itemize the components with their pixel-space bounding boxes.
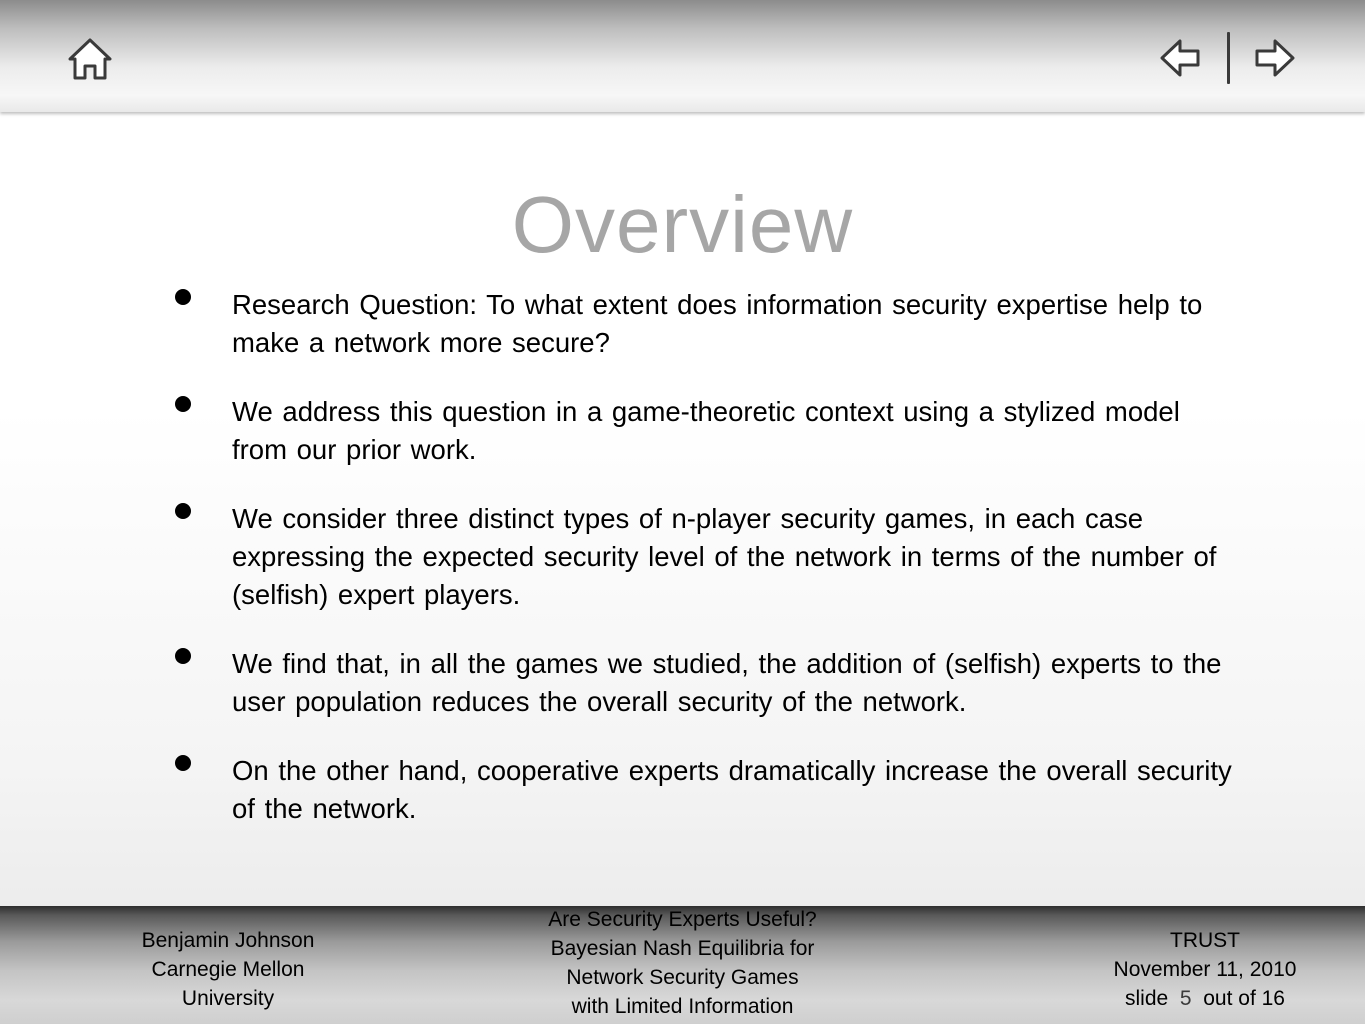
bullet-text: On the other hand, cooperative experts dramatically increase the overall security of the network. — [232, 755, 1232, 824]
nav-divider — [1227, 32, 1230, 84]
top-toolbar — [0, 0, 1365, 112]
home-icon[interactable] — [68, 38, 112, 80]
talk-title-line: Network Security Games — [566, 966, 799, 989]
author-name: Benjamin Johnson — [141, 929, 315, 952]
slide-title: Overview — [511, 180, 854, 269]
bullet-dot-icon — [175, 503, 191, 519]
slide-suffix: out of 16 — [1203, 987, 1285, 1010]
footer-author — [118, 926, 338, 1013]
bullet-text: We find that, in all the games we studied, the addition of (selfish) experts to the user population reduces the overall security of the network. — [232, 648, 1222, 717]
author-affiliation: University — [181, 987, 275, 1010]
bullet-text: We consider three distinct types of n-player security games, in each case expressing the expected security level of the network in terms of the number of (selfish) expert players. — [232, 503, 1217, 610]
talk-title-line: with Limited Information — [571, 995, 794, 1018]
footer-talk-title — [505, 905, 860, 1021]
slide-prefix: slide — [1125, 987, 1169, 1010]
right-arrow-icon[interactable] — [1255, 38, 1295, 78]
talk-title-line: Are Security Experts Useful? — [548, 908, 817, 931]
bullet-item — [175, 645, 1235, 721]
bullet-dot-icon — [175, 289, 191, 305]
footer-event — [1080, 926, 1330, 1013]
bullet-item — [175, 500, 1235, 614]
bullet-dot-icon — [175, 648, 191, 664]
bullet-text: Research Question: To what extent does information security expertise help to make a network more secure? — [232, 289, 1203, 358]
event-name: TRUST — [1170, 929, 1240, 952]
footer-bar — [0, 906, 1365, 1024]
bullet-item — [175, 393, 1235, 469]
bullet-text: We address this question in a game-theoretic context using a stylized model from our prior work. — [232, 396, 1180, 465]
slide-counter — [1080, 984, 1330, 1013]
slide-number: 5 — [1179, 987, 1192, 1010]
bullet-item — [175, 286, 1235, 362]
author-affiliation: Carnegie Mellon — [151, 958, 305, 981]
bullet-item — [175, 752, 1235, 828]
bullet-list — [175, 286, 1235, 859]
talk-title-line: Bayesian Nash Equilibria for — [550, 937, 815, 960]
event-date: November 11, 2010 — [1113, 958, 1297, 981]
bullet-dot-icon — [175, 396, 191, 412]
left-arrow-icon[interactable] — [1160, 38, 1200, 78]
bullet-dot-icon — [175, 755, 191, 771]
